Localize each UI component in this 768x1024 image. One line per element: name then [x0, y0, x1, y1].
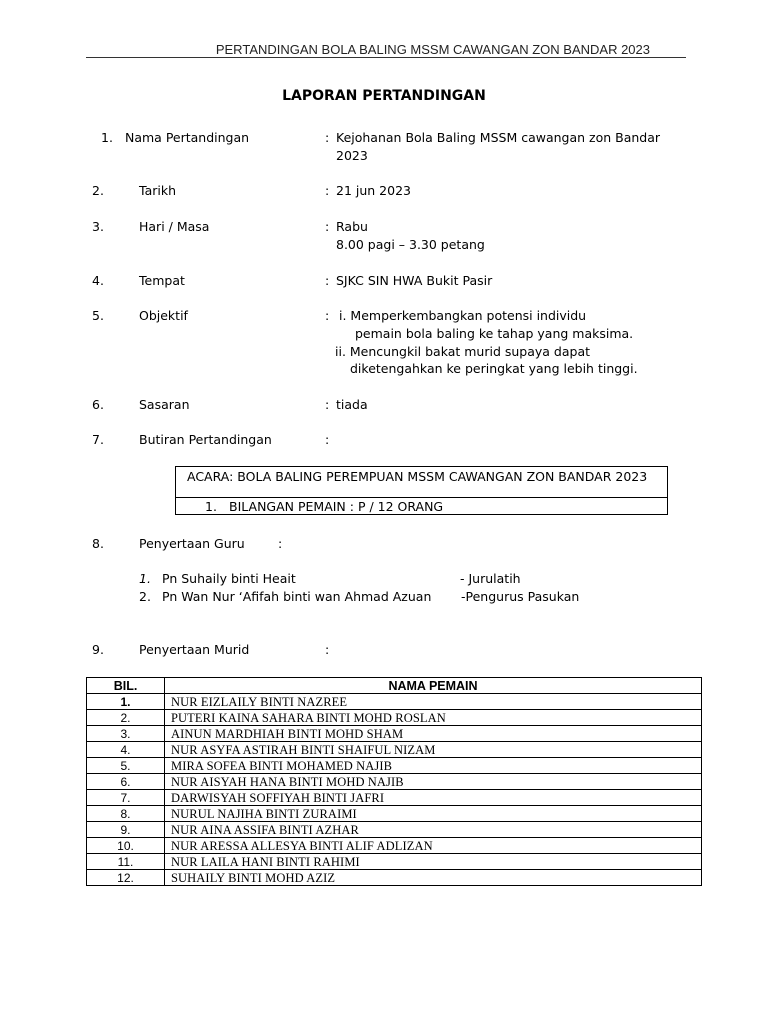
teacher-1-number: 1.: [139, 571, 151, 586]
item-1-value-line-2: 2023: [336, 148, 368, 163]
objective-2-line-2: diketengahkan ke peringkat yang lebih tinggi.: [350, 361, 638, 376]
item-8-colon: :: [278, 536, 283, 551]
table-row: [87, 726, 702, 742]
item-4-colon: :: [325, 273, 330, 288]
item-2-value: 21 jun 2023: [336, 183, 411, 198]
item-1-value-line-1: Kejohanan Bola Baling MSSM cawangan zon Bandar: [336, 130, 661, 145]
teacher-2-role: -Pengurus Pasukan: [461, 589, 580, 604]
item-2-number: 2.: [92, 183, 104, 198]
item-5-colon: :: [325, 308, 330, 323]
acara-sub-text: BILANGAN PEMAIN : P / 12 ORANG: [229, 499, 444, 514]
table-row: [87, 774, 702, 790]
header-rule: [86, 57, 686, 58]
item-5-number: 5.: [92, 308, 104, 323]
item-1-colon: :: [325, 130, 330, 145]
item-3-value-line-1: Rabu: [336, 219, 368, 234]
row-bil: 6.: [87, 774, 165, 790]
item-9-number: 9.: [92, 642, 104, 657]
row-bil: 10.: [87, 838, 165, 854]
item-1-label: Nama Pertandingan: [125, 130, 250, 145]
item-2-label: Tarikh: [139, 183, 176, 198]
row-player-name: MIRA SOFEA BINTI MOHAMED NAJIB: [165, 758, 702, 774]
row-bil: 3.: [87, 726, 165, 742]
item-7-label: Butiran Pertandingan: [139, 432, 272, 447]
row-bil: 12.: [87, 870, 165, 886]
players-table: [86, 677, 702, 886]
row-bil: 9.: [87, 822, 165, 838]
row-bil: 7.: [87, 790, 165, 806]
objective-1-line-2: pemain bola baling ke tahap yang maksima.: [355, 326, 634, 341]
item-6-label: Sasaran: [139, 397, 190, 412]
row-player-name: NUR ASYFA ASTIRAH BINTI SHAIFUL NIZAM: [165, 742, 702, 758]
item-2-colon: :: [325, 183, 330, 198]
table-row: [87, 806, 702, 822]
row-bil: 5.: [87, 758, 165, 774]
item-4-value: SJKC SIN HWA Bukit Pasir: [336, 273, 493, 288]
row-player-name: NURUL NAJIHA BINTI ZURAIMI: [165, 806, 702, 822]
row-bil: 1.: [87, 694, 165, 710]
table-row: [87, 870, 702, 886]
row-player-name: DARWISYAH SOFFIYAH BINTI JAFRI: [165, 790, 702, 806]
players-table-header-row: [87, 678, 702, 694]
row-player-name: PUTERI KAINA SAHARA BINTI MOHD ROSLAN: [165, 710, 702, 726]
teacher-1-role: - Jurulatih: [460, 571, 521, 586]
running-header: PERTANDINGAN BOLA BALING MSSM CAWANGAN ZON BANDAR 2023: [215, 42, 650, 57]
row-bil: 2.: [87, 710, 165, 726]
header-nama-pemain: NAMA PEMAIN: [165, 678, 702, 694]
teacher-1-name: Pn Suhaily binti Heait: [162, 571, 296, 586]
row-bil: 8.: [87, 806, 165, 822]
item-7-number: 7.: [92, 432, 104, 447]
header-bil: BIL.: [87, 678, 165, 694]
objective-2-line-1: ii. Mencungkil bakat murid supaya dapat: [335, 344, 591, 359]
row-player-name: NUR EIZLAILY BINTI NAZREE: [165, 694, 702, 710]
item-8-label: Penyertaan Guru: [139, 536, 245, 551]
table-row: [87, 854, 702, 870]
item-8-number: 8.: [92, 536, 104, 551]
item-9-colon: :: [325, 642, 330, 657]
item-3-colon: :: [325, 219, 330, 234]
item-3-number: 3.: [92, 219, 104, 234]
item-6-number: 6.: [92, 397, 104, 412]
table-row: [87, 838, 702, 854]
table-row: [87, 694, 702, 710]
item-1-number: 1.: [101, 130, 113, 145]
row-player-name: NUR AINA ASSIFA BINTI AZHAR: [165, 822, 702, 838]
item-3-label: Hari / Masa: [139, 219, 210, 234]
row-player-name: NUR AISYAH HANA BINTI MOHD NAJIB: [165, 774, 702, 790]
report-title: LAPORAN PERTANDINGAN: [282, 88, 486, 104]
row-player-name: AINUN MARDHIAH BINTI MOHD SHAM: [165, 726, 702, 742]
objective-1-line-1: i. Memperkembangkan potensi individu: [339, 308, 587, 323]
row-player-name: NUR LAILA HANI BINTI RAHIMI: [165, 854, 702, 870]
row-player-name: SUHAILY BINTI MOHD AZIZ: [165, 870, 702, 886]
item-9-label: Penyertaan Murid: [139, 642, 250, 657]
teacher-2-name: Pn Wan Nur ‘Afifah binti wan Ahmad Azuan: [162, 589, 432, 604]
teacher-2-number: 2.: [139, 589, 151, 604]
table-row: [87, 758, 702, 774]
item-7-colon: :: [325, 432, 330, 447]
item-3-value-line-2: 8.00 pagi – 3.30 petang: [336, 237, 485, 252]
row-bil: 11.: [87, 854, 165, 870]
table-row: [87, 790, 702, 806]
table-row: [87, 742, 702, 758]
row-player-name: NUR ARESSA ALLESYA BINTI ALIF ADLIZAN: [165, 838, 702, 854]
table-row: [87, 822, 702, 838]
item-5-label: Objektif: [139, 308, 188, 323]
item-6-colon: :: [325, 397, 330, 412]
acara-sub-number: 1.: [205, 499, 217, 514]
row-bil: 4.: [87, 742, 165, 758]
table-row: [87, 710, 702, 726]
item-4-label: Tempat: [139, 273, 185, 288]
acara-box: [175, 466, 668, 515]
acara-title: ACARA: BOLA BALING PEREMPUAN MSSM CAWANGAN ZON BANDAR 2023: [187, 469, 648, 484]
item-6-value: tiada: [336, 397, 368, 412]
item-4-number: 4.: [92, 273, 104, 288]
